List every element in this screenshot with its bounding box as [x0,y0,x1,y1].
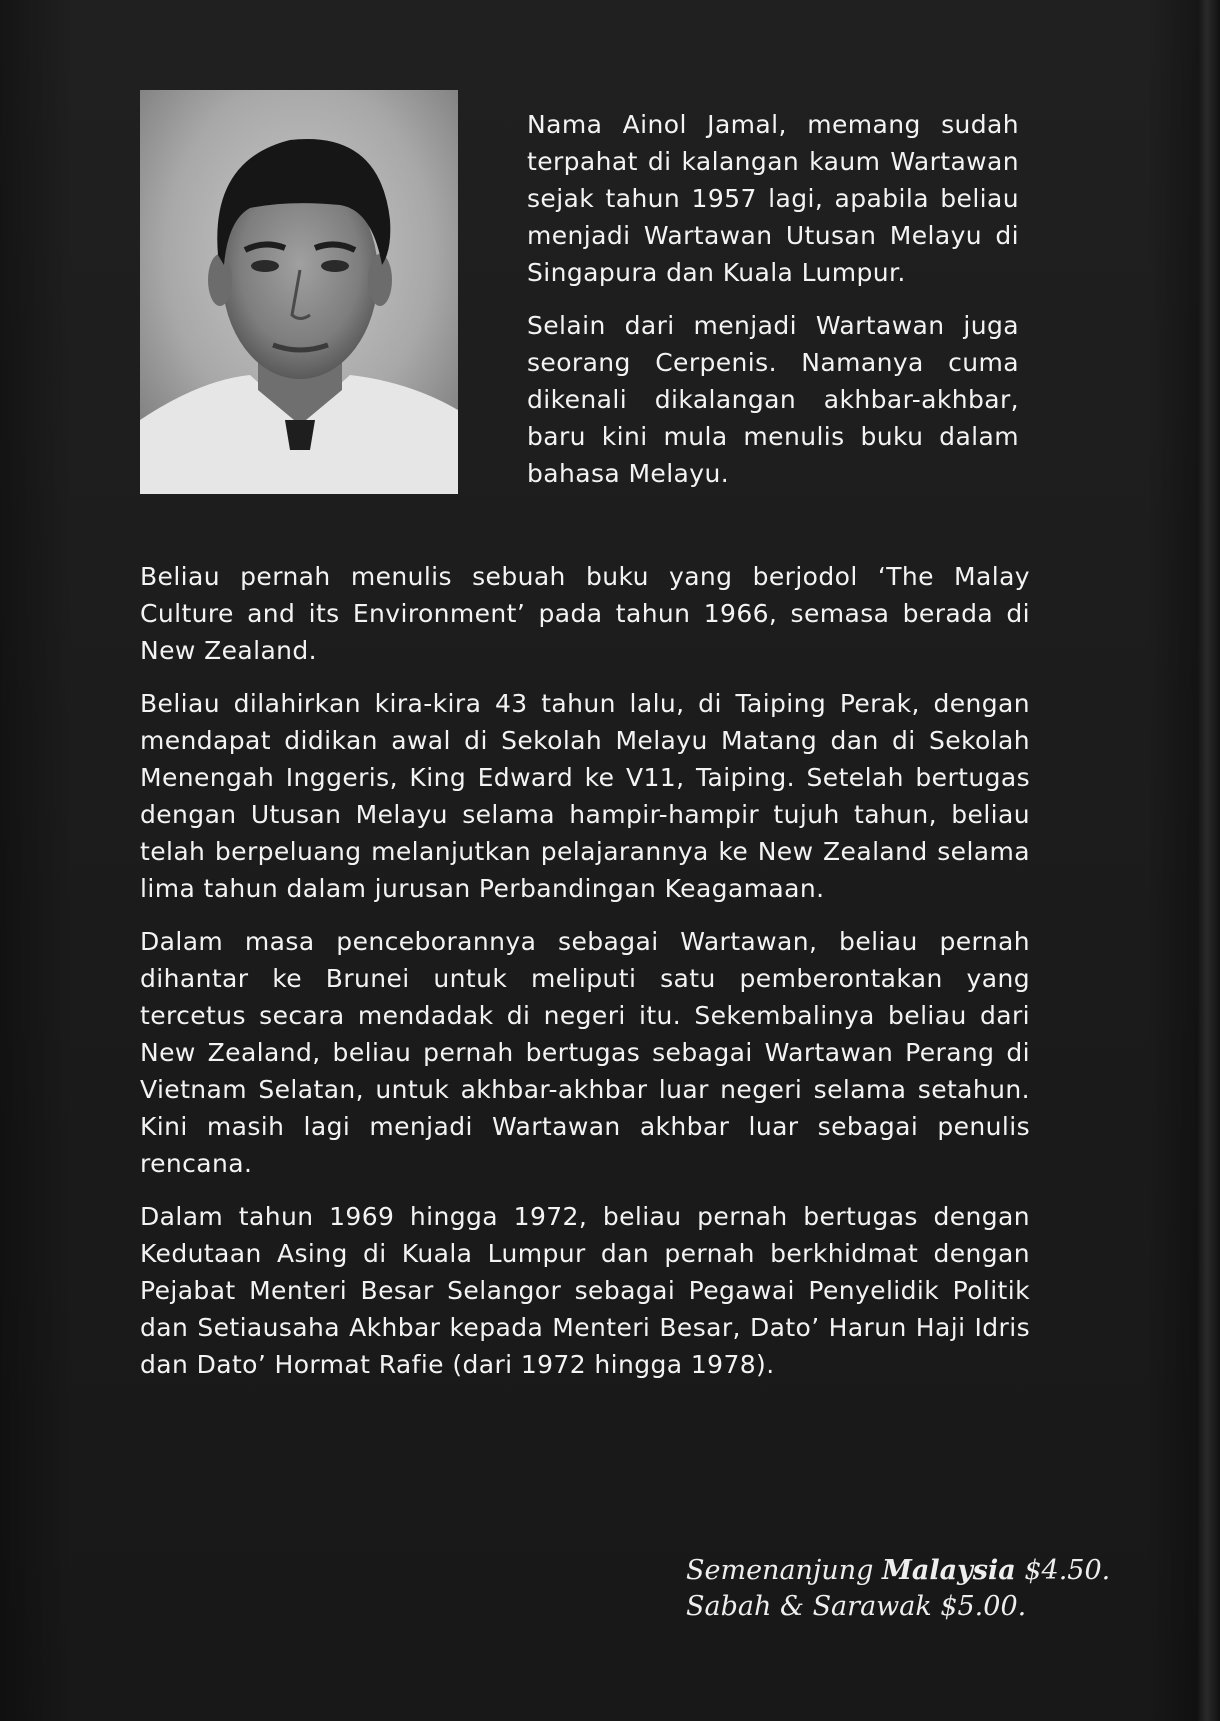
price-borneo [686,1589,1106,1625]
intro-paragraph-2: Selain dari menjadi Wartawan juga seorang Cerpenis. Namanya cuma dikenali dikalangan akhbar-akhbar, baru kini mula menulis buku dalam bahasa Melayu. [527,311,1019,488]
book-spine-edge [1198,0,1220,1721]
price-peninsular-amount: $4.50. [1024,1555,1111,1586]
price-borneo-region: Sabah & Sarawak [686,1591,932,1622]
price-peninsular-region-country: Malaysia [881,1555,1016,1586]
price-peninsular [686,1553,1111,1589]
bio-paragraph-2: Beliau dilahirkan kira-kira 43 tahun lalu, di Taiping Perak, dengan mendapat didikan awal di Sekolah Melayu Matang dan di Sekolah Menengah Inggeris, King Edward ke V11, Taiping. Setelah bertugas dengan Utusan Melayu selama hampir-hampir tujuh tahun, beliau telah berpeluang melanjutkan pelajarannya ke New Zealand selama lima tahun dalam jurusan Perbandingan Keagamaan. [140,689,1030,903]
bio-paragraph-3: Dalam masa penceborannya sebagai Wartawan, beliau pernah dihantar ke Brunei untuk meliputi satu pemberontakan yang tercetus secara mendadak di negeri itu. Sekembalinya beliau dari New Zealand, beliau pernah bertugas sebagai Wartawan Perang di Vietnam Selatan, untuk akhbar-akhbar luar negeri selama setahun. Kini masih lagi menjadi Wartawan akhbar luar sebagai penulis rencana. [140,927,1030,1178]
price-borneo-amount: $5.00. [940,1591,1027,1622]
intro-column [527,106,1019,508]
biography-body [140,558,1030,1399]
price-block [686,1553,1111,1625]
price-peninsular-region: Semenanjung [686,1555,874,1586]
bio-paragraph-4: Dalam tahun 1969 hingga 1972, beliau pernah bertugas dengan Kedutaan Asing di Kuala Lumpur dan pernah berkhidmat dengan Pejabat Menteri Besar Selangor sebagai Pegawai Penyelidik Politik dan Setiausaha Akhbar kepada Menteri Besar, Dato’ Harun Haji Idris dan Dato’ Hormat Rafie (dari 1972 hingga 1978). [140,1202,1030,1379]
author-portrait-image [140,90,458,494]
bio-paragraph-1: Beliau pernah menulis sebuah buku yang berjodol ‘The Malay Culture and its Environment’ pada tahun 1966, semasa berada di New Zealand. [140,562,1030,665]
intro-paragraph-1: Nama Ainol Jamal, memang sudah terpahat di kalangan kaum Wartawan sejak tahun 1957 lagi, apabila beliau menjadi Wartawan Utusan Melayu di Singapura dan Kuala Lumpur. [527,110,1019,287]
author-portrait [140,90,458,494]
